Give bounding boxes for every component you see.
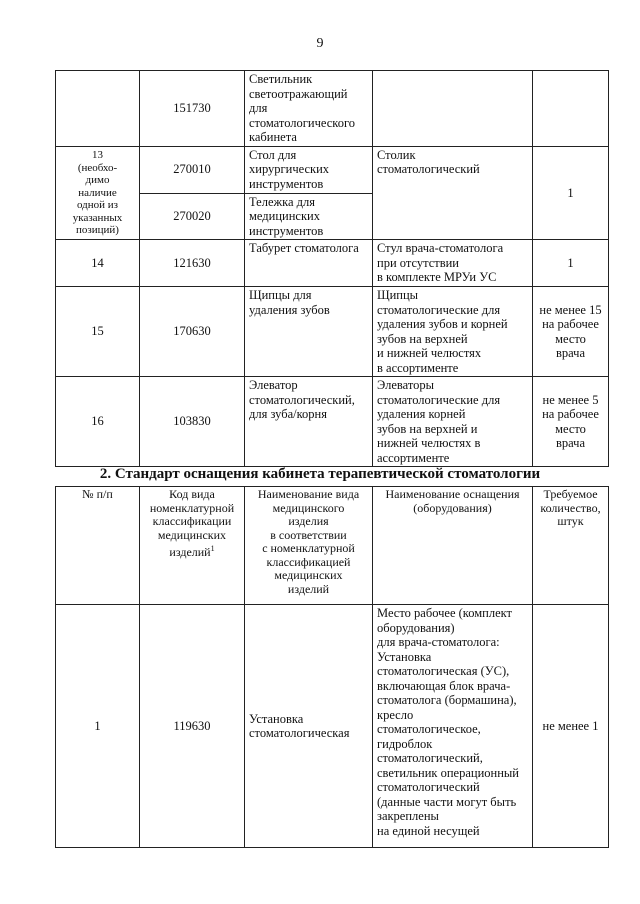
required-quantity: [533, 71, 609, 147]
header-equipment: Наименование оснащения (оборудования): [373, 487, 533, 605]
device-type-name: Элеватор стоматологический, для зуба/корня: [245, 377, 373, 467]
nomenclature-code: 170630: [140, 287, 245, 377]
page-number: 9: [316, 36, 324, 51]
nomenclature-code: 121630: [140, 240, 245, 287]
table-row: [56, 605, 609, 848]
nomenclature-code: 119630: [140, 605, 245, 848]
device-type-name: Табурет стоматолога: [245, 240, 373, 287]
row-number: [56, 71, 140, 147]
row-number: 16: [56, 377, 140, 467]
device-type-name: Стол для хирургических инструментов: [245, 146, 373, 193]
equipment-name: Элеваторы стоматологические для удаления корней зубов на верхней и нижней челюстях в ассортименте: [373, 377, 533, 467]
table-row: [56, 377, 609, 467]
nomenclature-code: 151730: [140, 71, 245, 147]
equipment-name: Столик стоматологический: [373, 146, 533, 240]
required-quantity: 1: [533, 240, 609, 287]
row-number: 13 (необхо- димо наличие одной из указанных позиций): [56, 146, 140, 240]
device-type-name: Тележка для медицинских инструментов: [245, 193, 373, 240]
equipment-name: Щипцы стоматологические для удаления зубов и корней зубов на верхней и нижней челюстях в ассортименте: [373, 287, 533, 377]
table-row: [56, 146, 609, 193]
header-number: № п/п: [56, 487, 140, 605]
row-number: 1: [56, 605, 140, 848]
header-code-text: Код вида номенклатурной классификации медицинских изделий: [149, 487, 235, 559]
required-quantity: не менее 15 на рабочее место врача: [533, 287, 609, 377]
required-quantity: не менее 5 на рабочее место врача: [533, 377, 609, 467]
table-row: [56, 287, 609, 377]
equipment-table-continued: [55, 70, 609, 467]
footnote-mark: 1: [210, 544, 215, 553]
table-header-row: [56, 487, 609, 605]
row-number: 15: [56, 287, 140, 377]
nomenclature-code: 103830: [140, 377, 245, 467]
nomenclature-code: 270020: [140, 193, 245, 240]
table-row: [56, 71, 609, 147]
equipment-name: Место рабочее (комплект оборудования) для врача-стоматолога: Установка стоматологическая (УС), включающая блок врача- стоматолога (бормашина), кресло стоматологическое, гидроблок стоматологический, светильник операционный стоматологический (данные части могут быть закреплены на единой несущей: [373, 605, 533, 848]
device-type-name: Светильник светоотражающий для стоматологического кабинета: [245, 71, 373, 147]
required-quantity: 1: [533, 146, 609, 240]
nomenclature-code: 270010: [140, 146, 245, 193]
device-type-name: Установка стоматологическая: [245, 605, 373, 848]
table-row: [56, 240, 609, 287]
required-quantity: не менее 1: [533, 605, 609, 848]
header-quantity: Требуемое количество, штук: [533, 487, 609, 605]
row-number: 14: [56, 240, 140, 287]
header-device-type: Наименование вида медицинского изделия в соответствии с номенклатурной классификацией медицинских изделий: [245, 487, 373, 605]
header-code: [140, 487, 245, 605]
equipment-name: [373, 71, 533, 147]
section-title: 2. Стандарт оснащения кабинета терапевтической стоматологии: [99, 466, 541, 482]
equipment-name: Стул врача-стоматолога при отсутствии в комплекте МРУи УС: [373, 240, 533, 287]
therapeutic-equipment-table: [55, 486, 609, 848]
device-type-name: Щипцы для удаления зубов: [245, 287, 373, 377]
